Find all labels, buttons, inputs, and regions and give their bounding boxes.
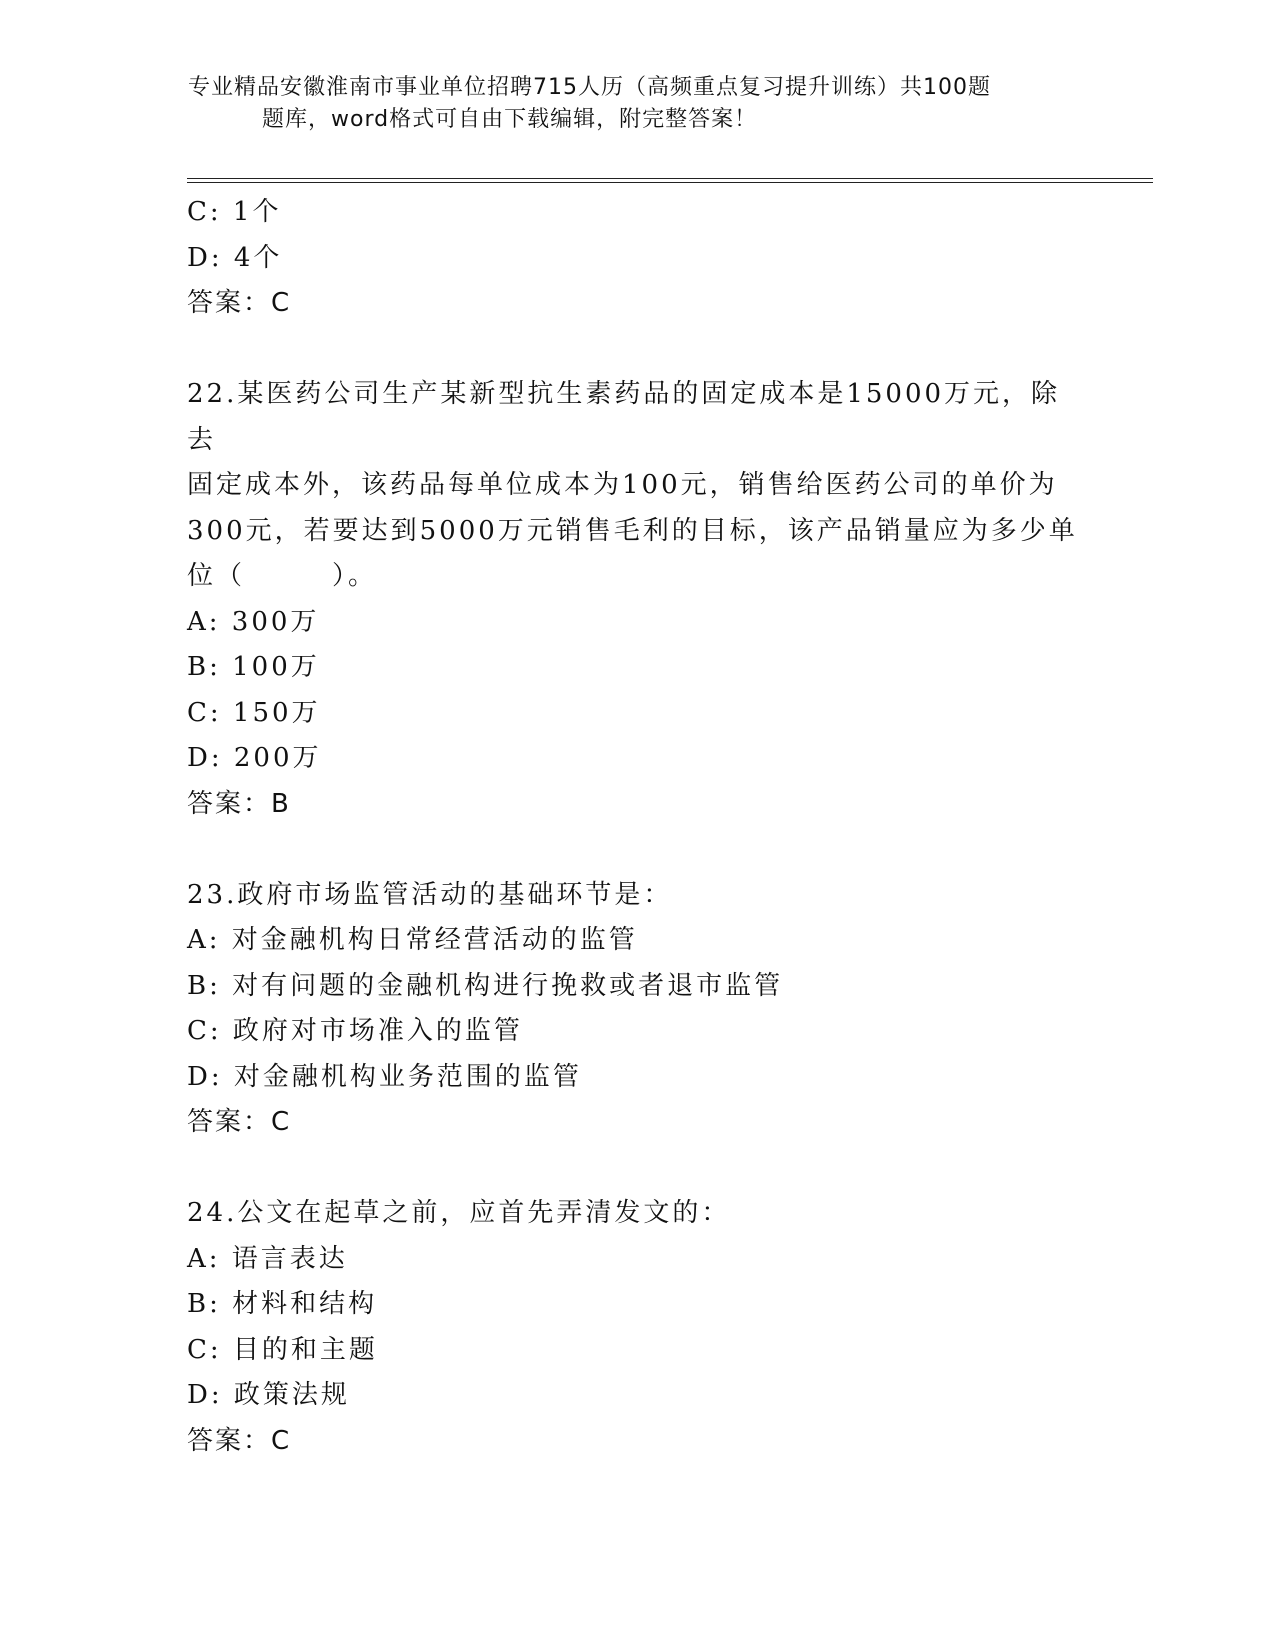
spacer bbox=[187, 327, 1087, 373]
spacer bbox=[187, 827, 1087, 873]
question-22 bbox=[187, 372, 1087, 827]
question-21-tail bbox=[187, 190, 1087, 327]
answer: 答案：B bbox=[187, 788, 291, 819]
option-a: A: 300万 bbox=[187, 606, 320, 637]
option-d: D: 对金融机构业务范围的监管 bbox=[187, 1061, 582, 1092]
question-text-line: 位（ ）。 bbox=[187, 561, 378, 591]
question-text-line: 300元，若要达到5000万元销售毛利的目标，该产品销量应为多少单 bbox=[187, 515, 1078, 546]
option-d: D: 200万 bbox=[187, 743, 322, 773]
option-d: D: 4个 bbox=[187, 242, 283, 273]
answer: 答案：C bbox=[187, 1425, 292, 1456]
question-text-line: 22.某医药公司生产某新型抗生素药品的固定成本是15000万元，除去 bbox=[187, 379, 1061, 455]
option-c: C: 1个 bbox=[187, 197, 282, 227]
question-24 bbox=[187, 1191, 1087, 1464]
answer: 答案：C bbox=[187, 1107, 292, 1137]
question-text: 24.公文在起草之前，应首先弄清发文的： bbox=[187, 1198, 731, 1228]
option-c: C: 150万 bbox=[187, 697, 321, 728]
header-title-line1: 专业精品安徽淮南市事业单位招聘715人历（高频重点复习提升训练）共100题 bbox=[188, 75, 991, 100]
question-content bbox=[187, 190, 1087, 1464]
option-b: B: 对有问题的金融机构进行挽救或者退市监管 bbox=[187, 970, 784, 1001]
option-c: C: 目的和主题 bbox=[187, 1334, 378, 1365]
header-title-line2: 题库，word格式可自由下载编辑，附完整答案！ bbox=[262, 107, 758, 132]
header-divider-top bbox=[187, 178, 1153, 179]
option-b: B: 100万 bbox=[187, 652, 320, 682]
option-d: D: 政策法规 bbox=[187, 1380, 350, 1410]
option-a: A: 语言表达 bbox=[187, 1243, 348, 1274]
option-c: C: 政府对市场准入的监管 bbox=[187, 1016, 523, 1046]
answer: 答案：C bbox=[187, 288, 292, 318]
header-divider-bottom bbox=[187, 182, 1153, 183]
question-text-line: 固定成本外，该药品每单位成本为100元，销售给医药公司的单价为 bbox=[187, 470, 1058, 500]
question-text bbox=[187, 372, 1087, 600]
question-23 bbox=[187, 873, 1087, 1146]
spacer bbox=[187, 1146, 1087, 1192]
option-b: B: 材料和结构 bbox=[187, 1289, 378, 1319]
option-a: A: 对金融机构日常经营活动的监管 bbox=[187, 925, 638, 955]
question-text: 23.政府市场监管活动的基础环节是： bbox=[187, 879, 673, 910]
page-header bbox=[188, 72, 1088, 136]
